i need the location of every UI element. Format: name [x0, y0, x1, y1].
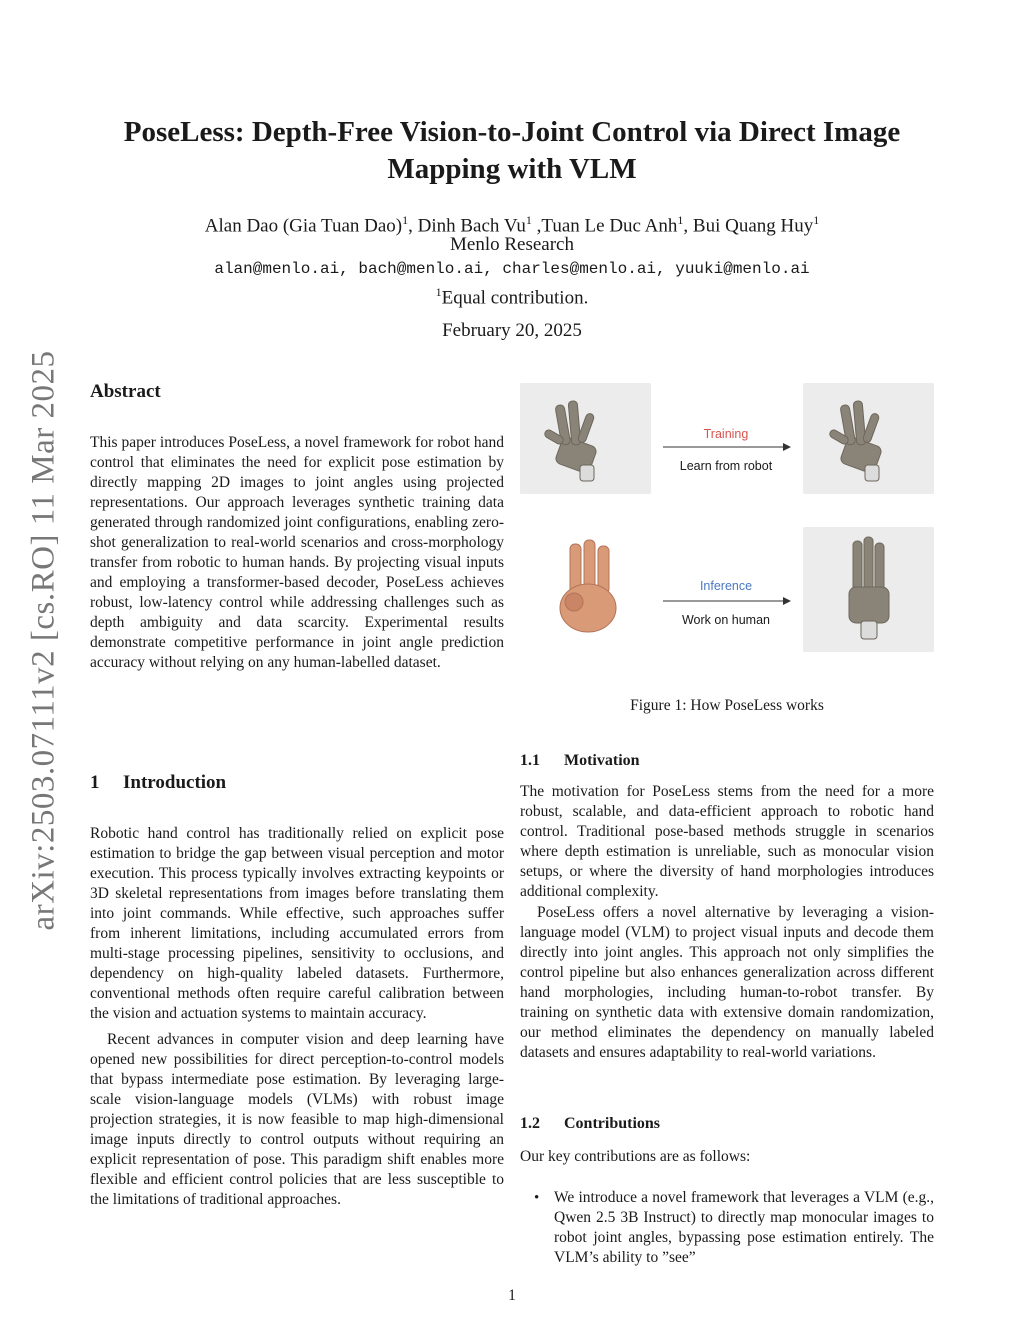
affiliation: Menlo Research: [450, 234, 574, 255]
author-emails[interactable]: alan@menlo.ai, bach@menlo.ai, charles@menlo.ai, yuuki@menlo.ai: [214, 260, 810, 278]
equal-contribution-note: $^1$Equal contribution.: [435, 285, 589, 309]
motivation-heading: 1.1 Motivation: [520, 752, 640, 769]
training-sublabel: Learn from robot: [679, 459, 773, 473]
abstract-heading: Abstract: [90, 381, 161, 402]
robot-hand-input-image: [520, 383, 651, 494]
abstract-text: This paper introduces PoseLess, a novel framework for robot hand control that eliminates the need for explicit pose estimation by directly mapping 2D images to joint angles using projected representations. Our approach leverages synthetic training data generated through randomized joint configurations, enabling zero-shot generalization to real-world scenarios and cross-morphology transfer from robotic to human hands. By projecting visual inputs and employing a transformer-based decoder, PoseLess achieves robust, low-latency control while addressing challenges such as depth ambiguity and data scarcity. Experimental results demonstrate competitive performance in joint angle prediction accuracy without relying on any human-labelled dataset.: [90, 434, 504, 671]
training-label: Training: [703, 427, 749, 441]
introduction-paragraph-1: Robotic hand control has traditionally relied on explicit pose estimation to bridge the gap between visual perception and motor execution. This process typically involves extracting keypoints or 3D skeletal representations from images before translating them into joint commands. While effective, such approaches suffer from inherent limitations, including accumulated errors from multi-stage processing pipelines, sensitivity to occlusions, and dependency on high-quality labeled datasets. Furthermore, conventional methods often require careful calibration between the vision and actuation systems to maintain accuracy.: [90, 825, 504, 1022]
robot-hand-inference-image: [803, 527, 934, 652]
author-name: Bui Quang Huy: [692, 215, 814, 237]
author-list: Alan Dao (Gia Tuan Dao)$^1$, Dinh Bach Vu$^1$ ,Tuan Le Duc Anh$^1$, Bui Quang Huy$^1$: [204, 213, 820, 237]
figure-1: [520, 383, 934, 655]
contributions-list: [520, 1188, 934, 1268]
motivation-paragraph-2: PoseLess offers a novel alternative by leveraging a vision-language model (VLM) to project visual inputs and decode them directly into joint angles. This approach not only simplifies the control pipeline but also enhances generalization across different hand morphologies, including human-to-robot transfer. By training on synthetic data with extensive domain randomization, our method eliminates the dependency on manually labeled datasets and ensures adaptability to real-world variations.: [520, 904, 934, 1061]
list-item: • We introduce a novel framework that leverages a VLM (e.g., Qwen 2.5 3B Instruct) to directly map monocular images to robot joint angles, bypassing pose estimation entirely. The VLM’s ability to ”see”: [534, 1189, 934, 1266]
contributions-intro: Our key contributions are as follows:: [520, 1148, 751, 1165]
introduction-paragraph-2: Recent advances in computer vision and deep learning have opened new possibilities for direct perception-to-control models that bypass intermediate pose estimation. By leveraging large-scale vision-language models (VLMs) with robust image projection strategies, it is now feasible to map high-dimensional image inputs directly to control outputs without requiring an explicit representation of pose. This paradigm shift enables more flexible and efficient control policies that are less susceptible to the limitations of traditional approaches.: [90, 1031, 504, 1208]
motivation-paragraph-1: The motivation for PoseLess stems from the need for a more robust, scalable, and data-efficient approach to robotic hand control. Traditional pose-based methods struggle in scenarios where depth estimation is unreliable, such as monocular vision setups, or where the diversity of hand morphologies introduces additional complexity.: [520, 783, 934, 900]
paper-title: PoseLess: Depth-Free Vision-to-Joint Control via Direct Image Mapping with VLM: [123, 116, 901, 185]
introduction-heading: 1 Introduction: [90, 772, 227, 793]
contributions-heading: 1.2 Contributions: [520, 1115, 661, 1132]
inference-arrow: [661, 595, 791, 607]
figure-caption: Figure 1: How PoseLess works: [630, 697, 824, 714]
inference-label: Inference: [699, 579, 753, 593]
robot-hand-output-image: [803, 383, 934, 494]
arxiv-stamp: [14, 340, 74, 940]
author-name: Dinh Bach Vu: [417, 215, 526, 237]
arxiv-id[interactable]: arXiv:2503.07111v2 [cs.RO] 11 Mar 2025: [25, 350, 62, 930]
human-hand-image: [540, 536, 636, 639]
page-number: 1: [508, 1287, 516, 1304]
inference-sublabel: Work on human: [681, 613, 770, 627]
abstract-section: [90, 381, 504, 673]
author-name: Alan Dao (Gia Tuan Dao): [204, 215, 403, 237]
paper-date: February 20, 2025: [442, 320, 582, 341]
training-arrow: [661, 441, 791, 453]
introduction-section: [90, 772, 504, 1210]
contributions-section: [520, 1115, 934, 1268]
motivation-section: [520, 752, 934, 1063]
author-name: Tuan Le Duc Anh: [541, 215, 678, 237]
